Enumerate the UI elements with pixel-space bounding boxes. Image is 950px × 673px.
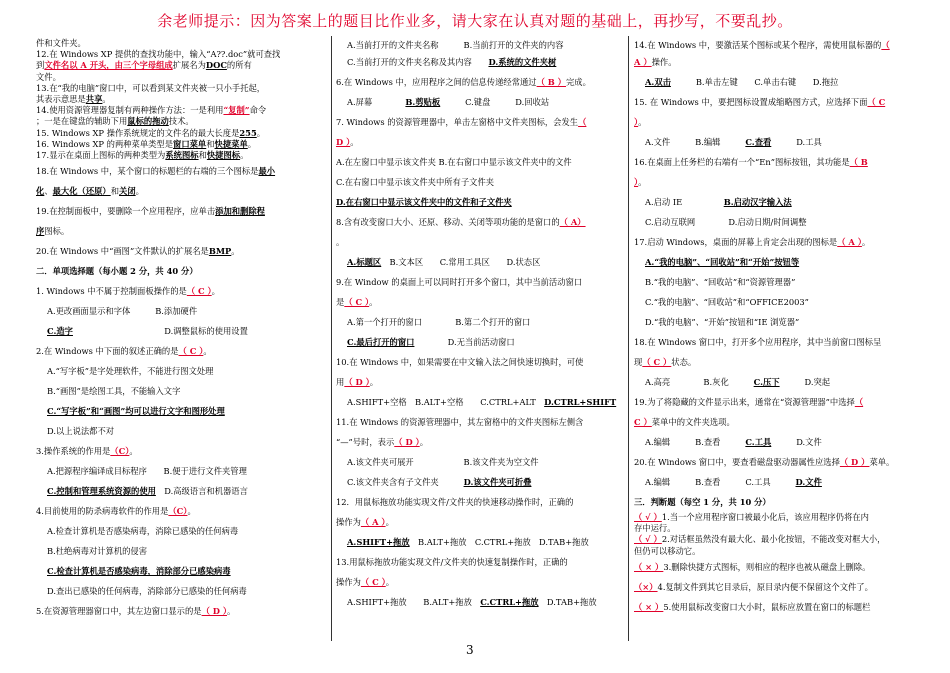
answer-text: （ C ） — [186, 286, 212, 297]
answer-text: （C） — [168, 506, 188, 517]
line-text: 。 — [385, 577, 395, 587]
text-line — [634, 212, 922, 232]
line-text: A.该文件夹可展开 B.该文件夹为空文件 — [347, 457, 539, 467]
line-text: 扩展名为 — [172, 60, 206, 71]
line-text: 文件。 — [36, 71, 61, 82]
line-text: 15. Windows XP 操作系统规定的文件名的最大长度是 — [36, 127, 240, 138]
line-text: 菜单。 — [869, 457, 895, 467]
line-text: A.“写字板”是字处理软件，不能进行图文处理 — [47, 366, 214, 377]
text-line — [634, 597, 922, 617]
text-line — [36, 381, 328, 401]
line-text: 但仍可以移动它。 — [634, 545, 701, 556]
line-text: 到 — [36, 60, 45, 71]
column-divider-right — [628, 36, 629, 641]
line-text: 和 — [110, 186, 120, 197]
line-text: 8.含有改变窗口大小、还原、移动、关闭等项功能的是窗口的 — [336, 217, 560, 227]
answer-text: 最小 — [258, 166, 276, 177]
text-line — [634, 557, 922, 577]
line-text: 技术。 — [168, 116, 194, 127]
line-text: 15. 在 Windows 中，要把图标设置成缩略图方式，应选择下面 — [634, 97, 868, 107]
answer-text: 关闭 — [119, 186, 136, 197]
text-line — [634, 292, 922, 312]
text-line — [36, 541, 328, 561]
line-text: D.高级语言和机器语言 — [155, 486, 248, 497]
answer-text: D.在右窗口中显示该文件夹中的文件和子文件夹 — [336, 197, 512, 207]
line-text: 1. Windows 中不属于控制面板操作的是 — [36, 286, 187, 297]
text-line — [36, 49, 328, 60]
line-text: 状态。 — [671, 357, 697, 367]
line-text: 其表示意思是 — [36, 93, 86, 104]
line-text: D.查出已感染的任何病毒，消除部分已感染的任何病毒 — [47, 586, 247, 597]
line-text: 5.在资源管理器窗口中，其左边窗口显示的是 — [36, 606, 202, 617]
line-text: 。 — [336, 237, 345, 247]
line-text: 现 — [634, 357, 643, 367]
text-line — [36, 150, 328, 161]
text-line — [634, 52, 922, 72]
answer-text: B.剪贴板 — [405, 97, 441, 107]
text-line — [634, 512, 922, 523]
line-text: 操作为 — [336, 577, 361, 587]
text-line — [36, 261, 328, 281]
text-line — [336, 412, 623, 432]
text-line — [36, 581, 328, 601]
answer-text: C.“写字板”和“画图”均可以进行文字和图形处理 — [47, 406, 225, 417]
answer-text: C.造字 — [47, 326, 73, 337]
answer-text: 255 — [239, 127, 257, 138]
answer-text: C.查看 — [745, 137, 772, 147]
line-text: C.“我的电脑”、“回收站”和“OFFICE2003” — [645, 297, 809, 307]
line-text: C.当前打开的文件夹名称及其内容 — [347, 57, 489, 67]
line-text: B.杜绝病毒对计算机的侵害 — [47, 546, 148, 557]
text-line — [36, 361, 328, 381]
line-text: 操作。 — [651, 57, 677, 67]
line-text: 7. Windows 的资源管理器中，单击左窗格中文件夹图标，会发生 — [336, 117, 579, 127]
heading-text: 二．单项选择题（每小题 2 分，共 40 分） — [36, 266, 198, 277]
line-text: D.以上说法都不对 — [47, 426, 115, 437]
answer-text: A.标题区 — [347, 257, 382, 267]
text-line — [336, 38, 623, 52]
line-text: 14.在 Windows 中，要激活某个图标或某个程序，需使用鼠标器的 — [634, 40, 882, 50]
line-text: C.启动互联网 D.启动日期/时间调整 — [645, 217, 807, 227]
text-line — [36, 401, 328, 421]
line-text: 6.在 Windows 中，应用程序之间的信息传递经常通过 — [336, 77, 537, 87]
text-line — [634, 372, 922, 392]
line-text: 9.在 Window 的桌面上可以同时打开多个窗口，其中当前活动窗口 — [336, 277, 583, 287]
line-text: A.当前打开的文件夹名称 B.当前打开的文件夹的内容 — [347, 40, 564, 50]
line-text: 。 — [211, 286, 220, 297]
line-text: B.ALT+拖放 C.CTRL+拖放 D.TAB+拖放 — [409, 537, 589, 547]
text-line — [336, 172, 623, 192]
text-line — [36, 83, 328, 94]
answer-text: （ — [854, 397, 864, 407]
text-line — [634, 172, 922, 192]
line-text: A.SHIFT+拖放 B.ALT+拖放 — [347, 597, 481, 607]
answer-text: （ B ） — [536, 77, 566, 87]
text-line — [36, 601, 328, 621]
answer-text: A.双击 — [645, 77, 671, 87]
text-line — [634, 312, 922, 332]
text-line — [336, 332, 623, 352]
answer-text: 系统图标 — [165, 149, 199, 160]
line-text: ；一是在键盘的辅助下用 — [36, 116, 128, 127]
text-line — [634, 546, 922, 557]
answer-text: （ C ） — [344, 297, 370, 307]
line-text: 11.在 Windows 的资源管理器中，其左窗格中的文件夹图标左侧含 — [336, 417, 584, 427]
line-text: B.“画图”是绘图工具，不能输入文字 — [47, 386, 181, 397]
text-line — [336, 132, 623, 152]
text-line — [336, 212, 623, 232]
column-right — [634, 38, 922, 617]
text-line — [36, 301, 328, 321]
line-text: 和 — [206, 138, 215, 149]
text-line — [36, 561, 328, 581]
text-line — [36, 461, 328, 481]
text-line — [634, 112, 922, 132]
line-text: D.“我的电脑”、“开始”按钮和“IE 浏览器” — [645, 317, 800, 327]
line-text: B.文本区 C.常用工具区 D.状态区 — [381, 257, 541, 267]
answer-text: BMP — [208, 246, 232, 257]
line-text: 件和文件夹。 — [36, 38, 86, 48]
line-text: 。 — [385, 517, 394, 527]
line-text: 。 — [861, 237, 871, 247]
line-text: 是 — [336, 297, 345, 307]
page-number: 3 — [466, 643, 474, 657]
answer-text: （ C — [867, 97, 886, 107]
text-line — [634, 38, 922, 52]
column-divider-left — [331, 36, 332, 641]
line-text: 12.在 Windows XP 提供的查找功能中，输入“A??.doc”就可查找 — [36, 49, 281, 60]
text-line — [336, 352, 623, 372]
answer-text: （ D ） — [344, 377, 370, 387]
text-line — [336, 252, 623, 272]
line-text: 存中运行。 — [634, 523, 676, 534]
answer-text: （C） — [110, 446, 130, 457]
text-line — [336, 552, 623, 572]
text-line — [336, 312, 623, 332]
text-line — [336, 152, 623, 172]
answer-text: DOC — [205, 60, 227, 71]
answer-text: 快捷图标 — [206, 149, 241, 160]
line-text: 20.在 Windows 窗口中，要查看磁盘驱动器属性应选择 — [634, 457, 840, 467]
answer-text: C.最后打开的窗口 — [347, 337, 415, 347]
answer-text: （ — [881, 40, 890, 50]
line-text: “—”号时，表示 — [336, 437, 395, 447]
line-text: 2.在 Windows 中下面的叙述正确的是 — [36, 346, 179, 357]
answer-text: 快捷菜单 — [214, 138, 248, 149]
answer-text: D ） — [336, 137, 351, 147]
answer-text: （ A ） — [360, 517, 386, 527]
line-text: 3.操作系统的作用是 — [36, 446, 111, 457]
line-text: 。 — [419, 437, 428, 447]
line-text: 的所有 — [226, 60, 252, 71]
line-text: A.在左窗口中显示该文件夹 B.在右窗口中显示该文件夹中的文件 — [336, 157, 572, 167]
text-line — [634, 492, 922, 512]
answer-text: （ C ） — [642, 357, 672, 367]
text-line — [634, 392, 922, 412]
answer-text: 化 — [36, 186, 45, 197]
answer-text: （ √ ） — [634, 512, 662, 522]
text-line — [634, 472, 922, 492]
text-line — [634, 577, 922, 597]
text-line — [336, 232, 623, 252]
line-text: 。 — [226, 606, 236, 617]
answer-text: C.CTRL+拖放 — [480, 597, 539, 607]
text-line — [36, 441, 328, 461]
line-text: 图标。 — [44, 226, 70, 237]
text-line — [634, 272, 922, 292]
text-line — [634, 534, 922, 545]
line-text: 。 — [369, 297, 378, 307]
line-text: 4.目前使用的防杀病毒软件的作用是 — [36, 506, 169, 517]
text-line — [634, 523, 922, 534]
line-text: 13.用鼠标拖放功能实现文件/文件夹的快速复制操作时，正确的 — [336, 557, 568, 567]
line-text: 。 — [135, 186, 144, 197]
line-text: 16.在桌面上任务栏的右端有一个“En”图标按钮，其功能是 — [634, 157, 850, 167]
answer-text: （ A） — [559, 217, 586, 227]
line-text: C.该文件夹含有子文件夹 — [347, 477, 464, 487]
text-line — [336, 72, 623, 92]
text-line — [36, 521, 328, 541]
answer-text: （ A ） — [837, 237, 862, 247]
answer-text: 序 — [36, 226, 45, 237]
line-text: C.在右窗口中显示该文件夹中所有子文件夹 — [336, 177, 495, 187]
text-line — [36, 321, 328, 341]
notice-banner: 余老师提示：因为答案上的题目比作业多，请大家在认真对题的基础上，再抄写，不要乱抄。 — [157, 12, 793, 30]
text-line — [634, 352, 922, 372]
text-line — [36, 72, 328, 83]
line-text: A.启动 IE — [645, 197, 724, 207]
line-text: 。 — [231, 246, 240, 257]
text-line — [336, 392, 623, 412]
line-text: A.SHIFT+空格 B.ALT+空格 C.CTRL+ALT — [347, 397, 545, 407]
answer-text: （ D ） — [394, 437, 420, 447]
answer-text: C.工具 — [745, 437, 772, 447]
line-text: 3.删除快捷方式图标，则相应的程序也被从磁盘上删除。 — [663, 561, 871, 572]
line-text: 18.在 Windows 窗口中，打开多个应用程序，其中当前窗口图标呈 — [634, 337, 882, 347]
text-line — [336, 452, 623, 472]
line-text: 。 — [240, 149, 249, 160]
line-text: 5.使用鼠标改变窗口大小时，鼠标应放置在窗口的标题栏 — [663, 601, 871, 612]
line-text: 19.为了将隐藏的文件显示出来，通常在“资源管理器”中选择 — [634, 397, 855, 407]
text-line — [634, 452, 922, 472]
answer-text: ） — [634, 177, 639, 187]
answer-text: 文件名以 A 开头，由三个字母组成 — [44, 60, 173, 71]
line-text: 完成。 — [565, 77, 591, 87]
line-text: 12．用鼠标拖放功能实现文件/文件夹的快速移动操作时，正确的 — [336, 497, 574, 507]
text-line — [336, 512, 623, 532]
answer-text: 最大化（还原） — [52, 186, 111, 197]
answer-text: 鼠标的拖动 — [127, 116, 169, 127]
answer-text: C.检查计算机是否感染病毒，消除部分已感染病毒 — [47, 566, 231, 577]
line-text: B.“我的电脑”、“回收站”和“资源管理器” — [645, 277, 796, 287]
line-text: 菜单中的文件夹选项。 — [651, 417, 735, 427]
line-text: 13.在“我的电脑”窗口中，可以看到某文件夹被一只小手托起， — [36, 82, 266, 93]
text-line — [36, 501, 328, 521]
line-text: 。 — [102, 93, 111, 104]
text-line — [336, 272, 623, 292]
line-text: A.检查计算机是否感染病毒，消除已感染的任何病毒 — [47, 526, 239, 537]
text-line — [36, 481, 328, 501]
line-text: D.TAB+拖放 — [538, 597, 597, 607]
answer-text: A.“我的电脑”、“回收站”和“开始”按钮等 — [645, 257, 800, 267]
line-text: 操作为 — [336, 517, 361, 527]
text-line — [634, 152, 922, 172]
line-text: A.更改画面显示和字体 B.添加硬件 — [47, 306, 198, 317]
answer-text: （×） — [634, 581, 658, 592]
line-text: A.高亮 B.灰化 — [645, 377, 754, 387]
line-text: 17.显示在桌面上图标的两种类型为 — [36, 149, 166, 160]
line-text: A.把源程序编译成目标程序 B.便于进行文件夹管理 — [47, 466, 247, 477]
answer-text: 共享 — [85, 93, 103, 104]
line-text: 。 — [369, 377, 379, 387]
text-line — [336, 572, 623, 592]
line-text: A.第一个打开的窗口 B.第二个打开的窗口 — [347, 317, 531, 327]
line-text: 。 — [129, 446, 138, 457]
column-left — [36, 38, 328, 621]
line-text: 。 — [247, 138, 257, 149]
answer-text: C.压下 — [753, 377, 780, 387]
answer-text: 窗口菜单 — [173, 138, 207, 149]
line-text: 20.在 Windows 中“画图”文件默认的扩展名是 — [36, 246, 209, 257]
answer-text: C ） — [634, 417, 652, 427]
text-line — [36, 181, 328, 201]
text-line — [336, 92, 623, 112]
answer-text: （ — [578, 117, 587, 127]
text-line — [336, 192, 623, 212]
text-line — [336, 292, 623, 312]
line-text: D.突起 — [779, 377, 831, 387]
answer-text: （ C ） — [360, 577, 386, 587]
line-text: A.屏幕 — [347, 97, 406, 107]
text-line — [36, 60, 328, 71]
answer-text: D.该文件夹可折叠 — [463, 477, 532, 487]
line-text: 4.复制文件到其它目录后，原目录内便不保留这个文件了。 — [657, 581, 873, 592]
text-line — [36, 128, 328, 139]
line-text: 10.在 Windows 中，如果需要在中文输入法之间快速切换时，可使 — [336, 357, 584, 367]
answer-text: （ C ） — [178, 346, 204, 357]
answer-text: ） — [634, 117, 639, 127]
text-line — [336, 492, 623, 512]
text-line — [634, 232, 922, 252]
line-text: D.调整鼠标的使用设置 — [72, 326, 248, 337]
line-text: 命令 — [249, 105, 267, 116]
answer-text: 添加和删除程 — [215, 206, 265, 217]
text-line — [336, 472, 623, 492]
answer-text: D.系统的文件夹树 — [488, 57, 557, 67]
answer-text: B.启动汉字输入法 — [723, 197, 792, 207]
text-line — [36, 116, 328, 127]
text-line — [634, 92, 922, 112]
text-line — [36, 38, 328, 49]
text-line — [336, 532, 623, 552]
line-text: 用 — [336, 377, 345, 387]
line-text: 、 — [44, 186, 53, 197]
line-text: 18.在 Windows 中，某个窗口的标题栏的右端的三个图标是 — [36, 166, 259, 177]
text-line — [336, 372, 623, 392]
line-text: 。 — [203, 346, 212, 357]
line-text: 。 — [350, 137, 359, 147]
line-text: A.编辑 B.查看 — [645, 437, 746, 447]
text-line — [36, 161, 328, 181]
text-line — [36, 421, 328, 441]
answer-text: （ √ ） — [634, 534, 662, 545]
answer-text: （ × ） — [634, 561, 664, 572]
text-line — [36, 281, 328, 301]
answer-text: “复制” — [223, 105, 250, 116]
line-text: 19.在控制面板中，要删除一个应用程序，应单击 — [36, 206, 216, 217]
answer-text: D.文件 — [795, 477, 822, 487]
text-line — [36, 221, 328, 241]
answer-text: A.SHIFT+拖放 — [347, 537, 410, 547]
answer-text: C.控制和管理系统资源的使用 — [47, 486, 156, 497]
line-text: 16. Windows XP 的两种菜单类型是 — [36, 138, 174, 149]
answer-text: （ D ） — [201, 606, 227, 617]
line-text: D.无当前活动窗口 — [414, 337, 515, 347]
heading-text: 三．判断题（每空 1 分，共 10 分） — [634, 497, 771, 507]
line-text: 14.使用资源管理器复制有两种操作方法：一是利用 — [36, 105, 224, 116]
line-text: C.键盘 D.回收站 — [440, 97, 550, 107]
text-line — [36, 139, 328, 150]
answer-text: （ × ） — [634, 601, 664, 612]
line-text: B.单击左键 C.单击右键 D.拖拉 — [670, 77, 839, 87]
text-line — [36, 105, 328, 116]
text-line — [634, 132, 922, 152]
text-line — [336, 432, 623, 452]
line-text: A.编辑 B.查看 C.工具 — [645, 477, 796, 487]
line-text: 17.启动 Windows，桌面的屏幕上肯定会出现的图标是 — [634, 237, 838, 247]
line-text: 。 — [256, 127, 266, 138]
line-text: 。 — [638, 177, 647, 187]
text-line — [634, 252, 922, 272]
line-text: 。 — [638, 117, 647, 127]
line-text: 1.当一个应用程序窗口被最小化后，该应用程序仍将在内 — [661, 512, 869, 522]
answer-text: （ D ） — [839, 457, 870, 467]
text-line — [634, 332, 922, 352]
line-text: 。 — [187, 506, 196, 517]
line-text: D.工具 — [771, 137, 822, 147]
text-line — [634, 72, 922, 92]
column-middle — [336, 38, 623, 612]
text-line — [36, 201, 328, 221]
answer-text: A ） — [634, 57, 652, 67]
text-line — [36, 341, 328, 361]
line-text: 和 — [198, 149, 207, 160]
text-line — [36, 94, 328, 105]
line-text: A.文件 B.编辑 — [645, 137, 746, 147]
text-line — [336, 52, 623, 72]
text-line — [336, 592, 623, 612]
answer-text: D.CTRL+SHIFT — [544, 397, 617, 407]
text-line — [634, 192, 922, 212]
text-line — [634, 412, 922, 432]
line-text: D.文件 — [771, 437, 822, 447]
line-text: 2.对话框虽然没有最大化、最小化按钮，不能改变对框大小， — [661, 534, 886, 545]
answer-text: （ B — [849, 157, 868, 167]
text-line — [36, 241, 328, 261]
text-line — [336, 112, 623, 132]
text-line — [634, 432, 922, 452]
